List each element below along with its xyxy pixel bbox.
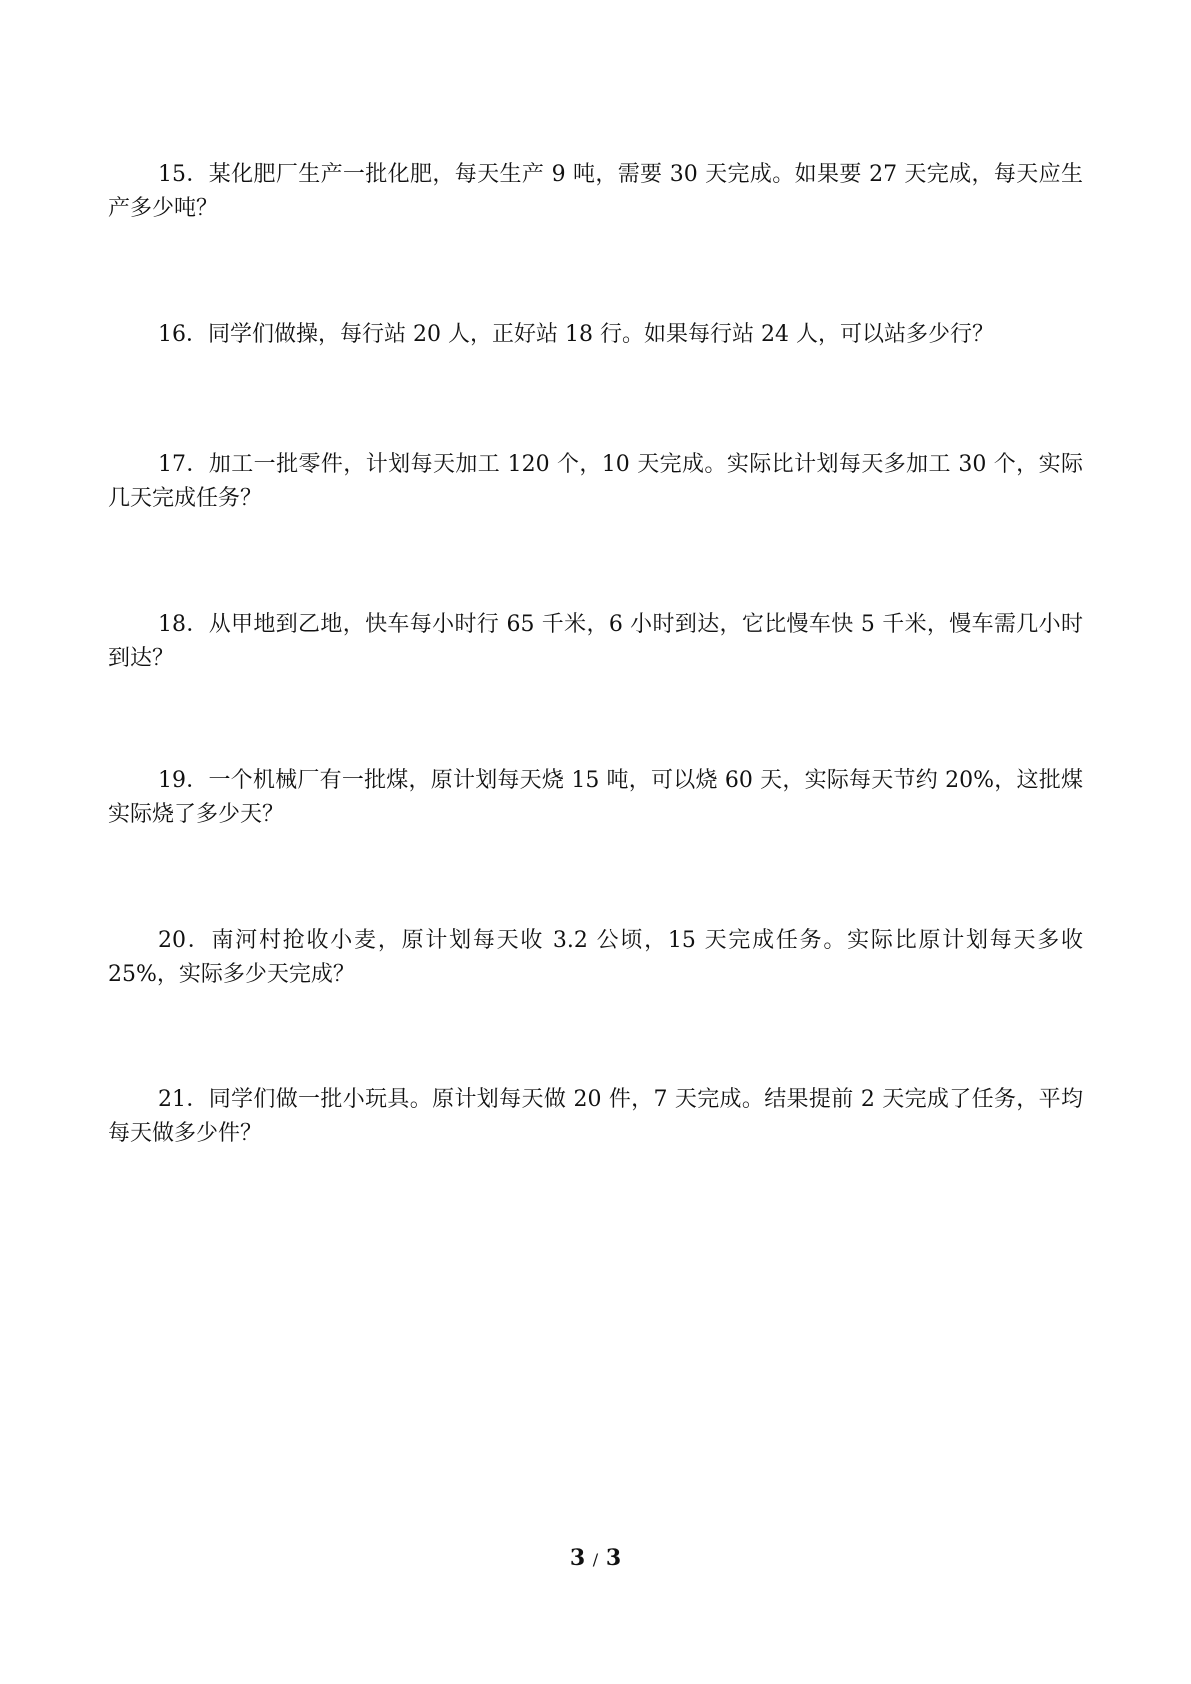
question-18 xyxy=(108,608,1083,676)
question-text: 某化肥厂生产一批化肥，每天生产 9 吨，需要 30 天完成。如果要 27 天完成，每天应生产多少吨？ xyxy=(108,162,1083,221)
question-text: 从甲地到乙地，快车每小时行 65 千米，6 小时到达，它比慢车快 5 千米，慢车需几小时到达？ xyxy=(108,612,1083,671)
question-text: 加工一批零件，计划每天加工 120 个，10 天完成。实际比计划每天多加工 30 个，实际几天完成任务？ xyxy=(108,452,1083,511)
question-text: 同学们做一批小玩具。原计划每天做 20 件，7 天完成。结果提前 2 天完成了任务，平均每天做多少件？ xyxy=(108,1087,1083,1146)
question-number: 16． xyxy=(158,322,208,347)
question-number: 20． xyxy=(158,928,212,953)
question-19 xyxy=(108,764,1083,832)
question-text: 一个机械厂有一批煤，原计划每天烧 15 吨，可以烧 60 天，实际每天节约 20%，这批煤实际烧了多少天？ xyxy=(108,768,1083,827)
page-separator: / xyxy=(592,1550,599,1569)
question-20 xyxy=(108,924,1083,992)
page-number xyxy=(0,1543,1191,1575)
question-17 xyxy=(108,448,1083,516)
question-number: 18． xyxy=(158,612,209,637)
question-text: 同学们做操，每行站 20 人，正好站 18 行。如果每行站 24 人，可以站多少行？ xyxy=(208,322,994,347)
question-number: 17． xyxy=(158,452,209,477)
question-number: 15． xyxy=(158,162,209,187)
question-15 xyxy=(108,158,1083,226)
question-number: 21． xyxy=(158,1087,209,1112)
total-pages: 3 xyxy=(605,1545,622,1571)
question-text: 南河村抢收小麦，原计划每天收 3.2 公顷，15 天完成任务。实际比原计划每天多收 25%，实际多少天完成？ xyxy=(108,928,1083,987)
current-page: 3 xyxy=(569,1545,586,1571)
question-number: 19． xyxy=(158,768,209,793)
question-16 xyxy=(108,318,1083,352)
question-21 xyxy=(108,1083,1083,1151)
